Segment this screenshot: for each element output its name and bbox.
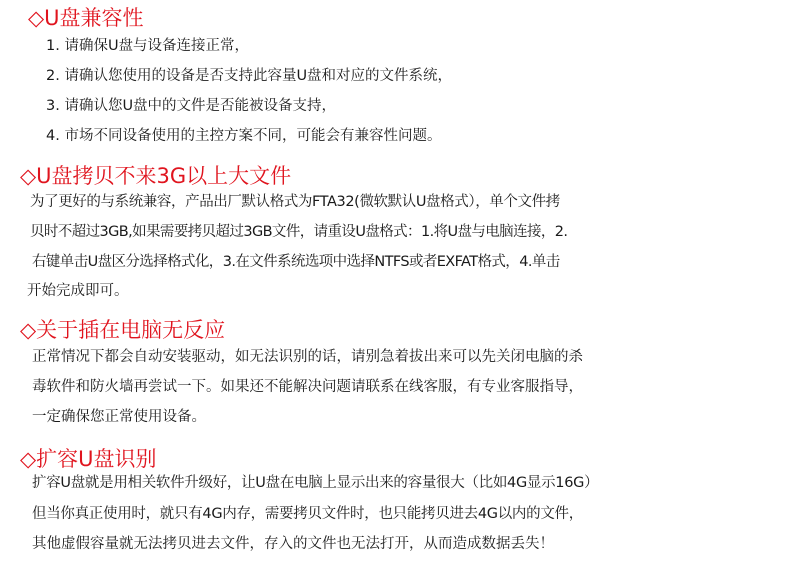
section-heading: ◇U盘拷贝不来3G以上大文件 [20,164,292,188]
section-heading: ◇U盘兼容性 [28,6,144,30]
list-item: 3. 请确认您U盘中的文件是否能被设备支持， [46,98,337,114]
paragraph-line: 开始完成即可。 [27,283,129,299]
paragraph-line: 贝时不超过3GB,如果需要拷贝超过3GB文件，请重设U盘格式：1.将U盘与电脑连接，2. [30,224,568,240]
paragraph-line: 其他虚假容量就无法拷贝进去文件，存入的文件也无法打开，从而造成数据丢失！ [32,536,554,552]
paragraph-line: 但当你真正使用时，就只有4G内存，需要拷贝文件时，也只能拷贝进去4G以内的文件， [32,506,583,522]
list-item: 2. 请确认您使用的设备是否支持此容量U盘和对应的文件系统， [46,68,453,84]
section-heading: ◇扩容U盘识别 [20,447,157,471]
paragraph-line: 右键单击U盘区分选择格式化，3.在文件系统选项中选择NTFS或者EXFAT格式，4.单击 [32,254,560,270]
paragraph-line: 为了更好的与系统兼容，产品出厂默认格式为FTA32(微软默认U盘格式），单个文件拷 [30,194,560,210]
paragraph-line: 扩容U盘就是用相关软件升级好，让U盘在电脑上显示出来的容量很大（比如4G显示16G） [32,475,599,491]
paragraph-line: 毒软件和防火墙再尝试一下。如果还不能解决问题请联系在线客服，有专业客服指导， [32,379,583,395]
section-heading: ◇关于插在电脑无反应 [20,318,226,342]
list-item: 4. 市场不同设备使用的主控方案不同，可能会有兼容性问题。 [46,128,442,144]
paragraph-line: 一定确保您正常使用设备。 [32,409,206,425]
paragraph-line: 正常情况下都会自动安装驱动，如无法识别的话，请别急着拔出来可以先关闭电脑的杀 [32,349,583,365]
list-item: 1. 请确保U盘与设备连接正常， [46,38,250,54]
